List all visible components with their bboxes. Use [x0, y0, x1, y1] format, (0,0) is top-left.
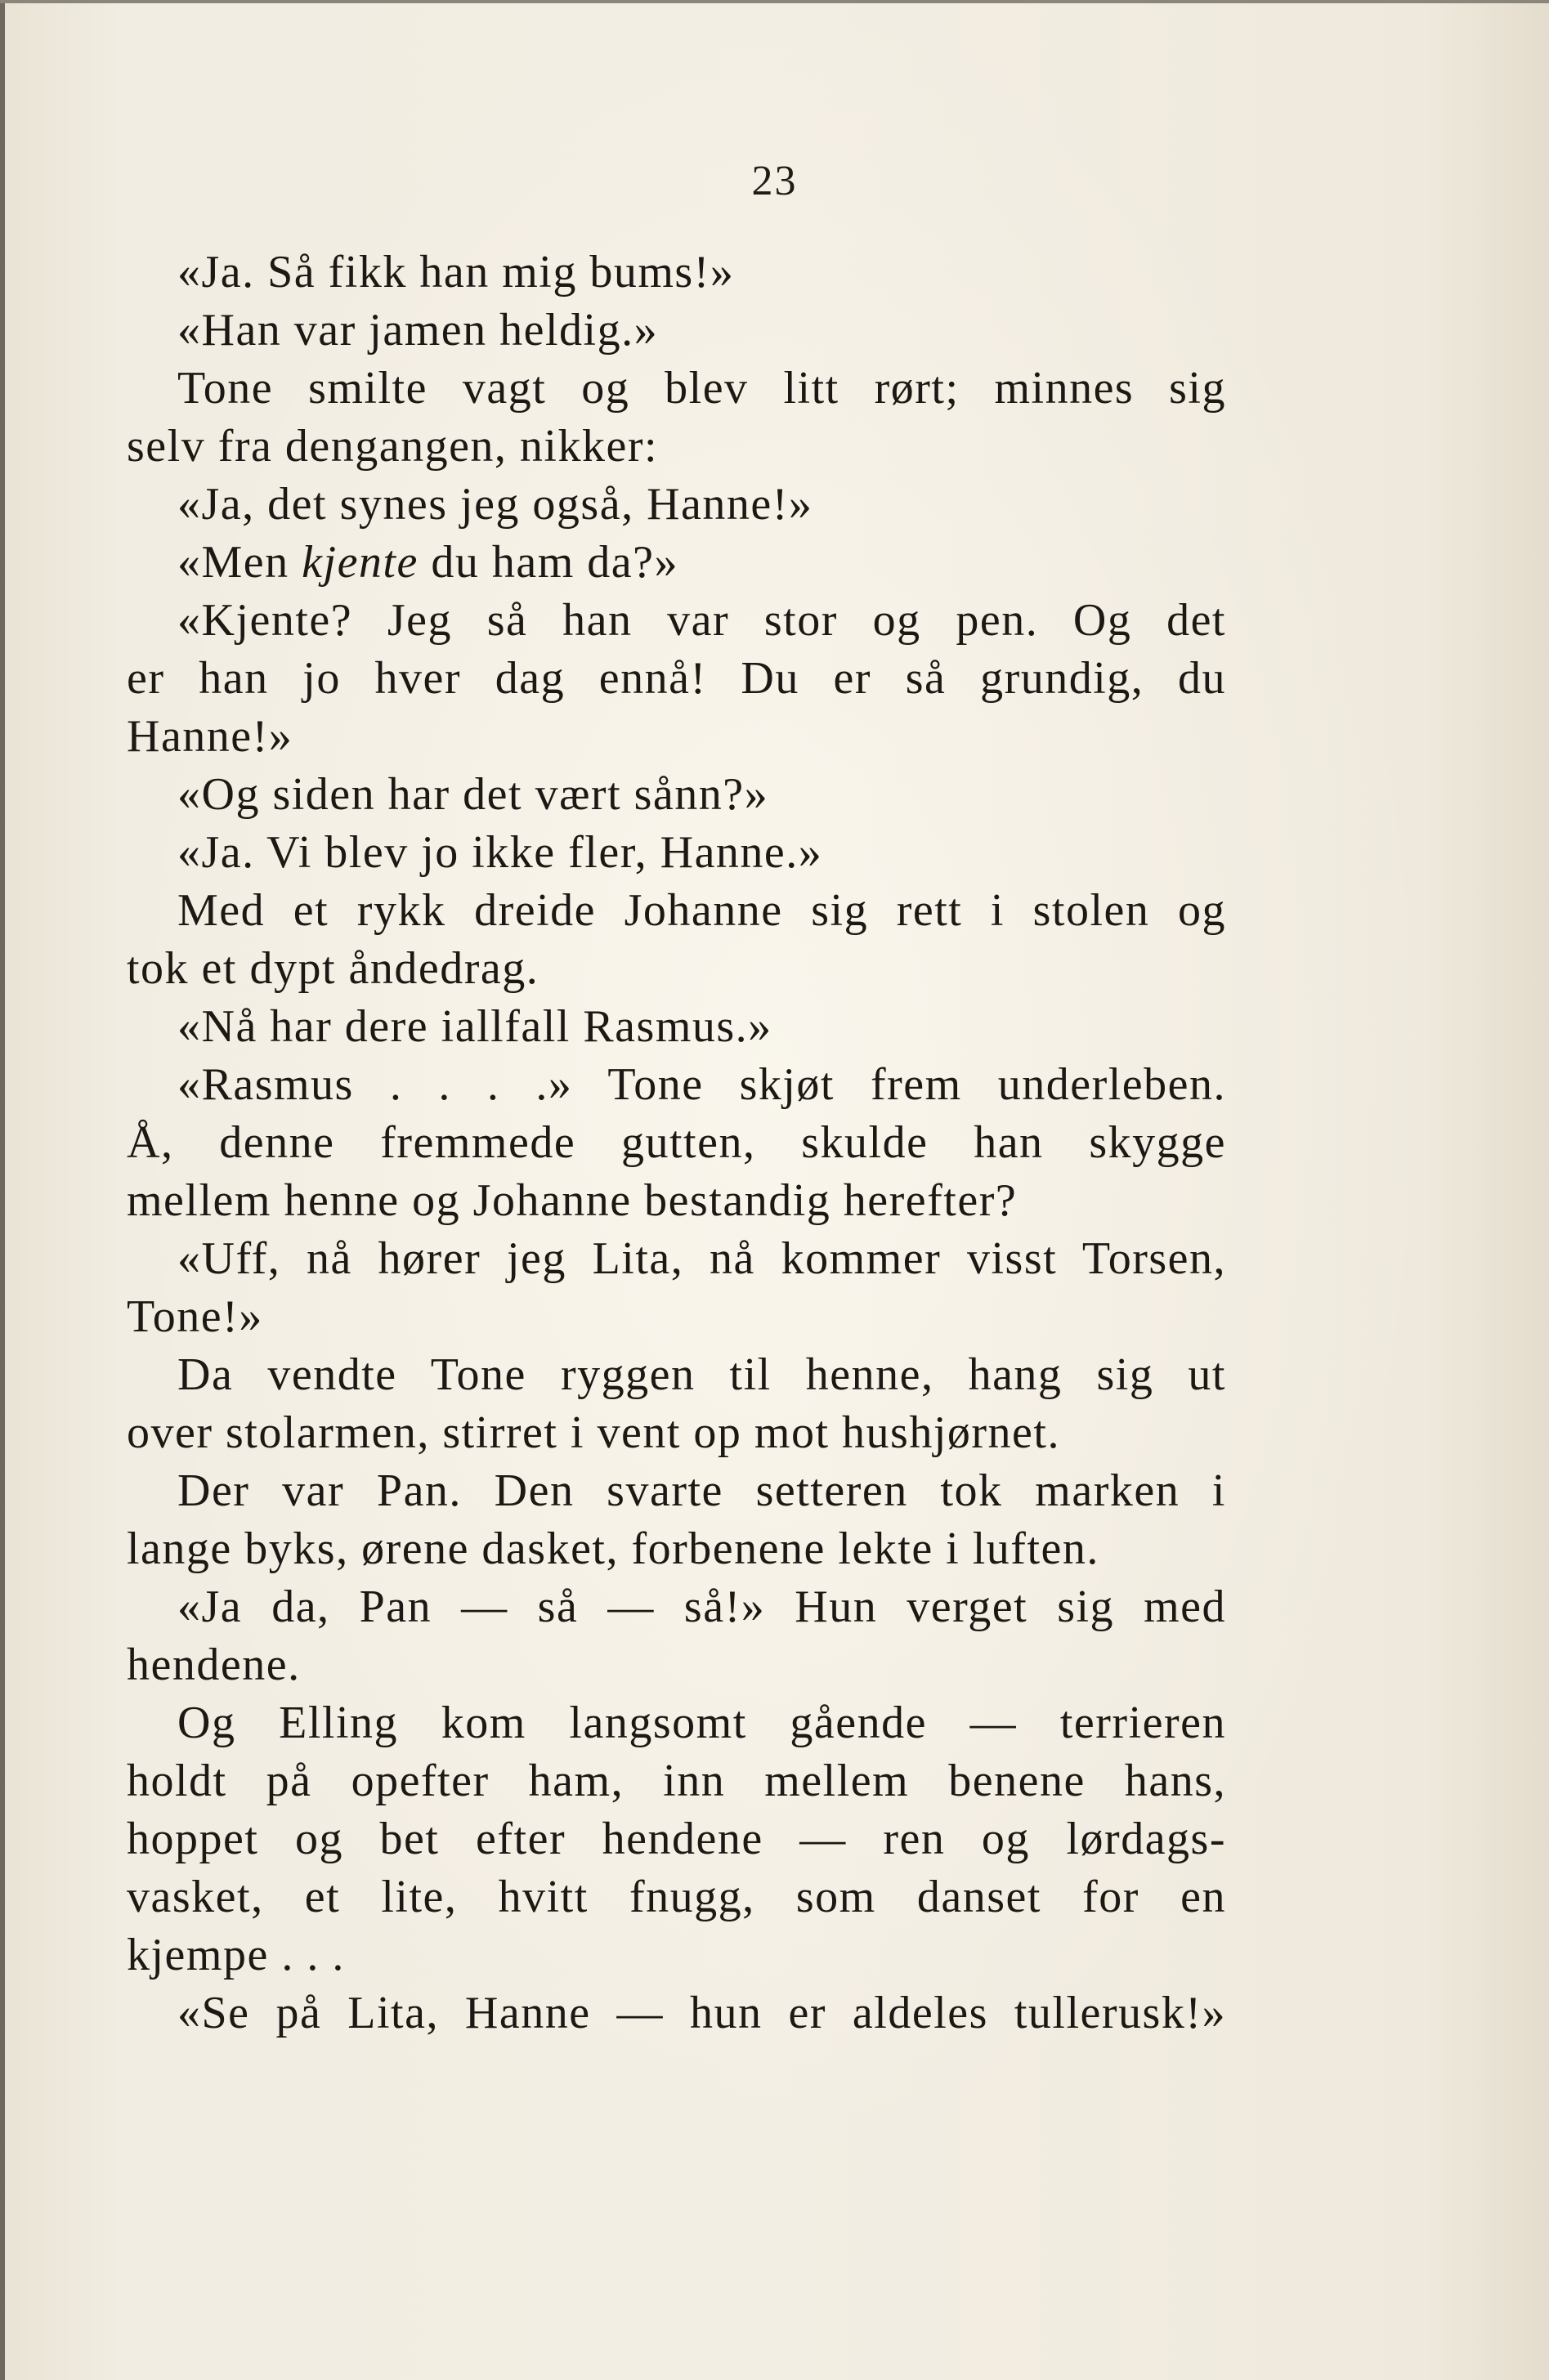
- text-line: «Ja. Vi blev jo ikke fler, Hanne.»: [177, 827, 823, 878]
- text-line: «Se på Lita, Hanne — hun er aldeles tullerusk!»: [177, 1988, 1226, 2038]
- page-edge-shadow-top: [0, 0, 1549, 3]
- text-line: hendene.: [127, 1640, 301, 1690]
- text-line: Hanne!»: [127, 711, 293, 762]
- text-line: «Ja da, Pan — så — så!» Hun verget sig med: [177, 1581, 1226, 1632]
- text-line: vasket, et lite, hvitt fnugg, som danset for en: [127, 1872, 1226, 1922]
- page-edge-shadow-left: [0, 0, 5, 2380]
- text-line: er han jo hver dag ennå! Du er så grundig, du: [127, 653, 1226, 704]
- text-line: kjempe . . .: [127, 1930, 345, 1980]
- text-line: Og Elling kom langsomt gående — terrieren: [177, 1698, 1226, 1748]
- text-line: Med et rykk dreide Johanne sig rett i stolen og: [177, 885, 1226, 936]
- text-line: mellem henne og Johanne bestandig herefter?: [127, 1175, 1018, 1226]
- text-line: «Uff, nå hører jeg Lita, nå kommer visst Torsen,: [177, 1233, 1226, 1284]
- text-segment: du ham da?»: [418, 537, 678, 588]
- text-line: Der var Pan. Den svarte setteren tok marken i: [177, 1465, 1226, 1516]
- text-line: selv fra dengangen, nikker:: [127, 421, 659, 472]
- text-line: «Nå har dere iallfall Rasmus.»: [177, 1001, 772, 1052]
- text-line: «Og siden har det vært sånn?»: [177, 769, 769, 820]
- emphasized-word: kjente: [302, 537, 419, 588]
- text-line: «Ja. Så fikk han mig bums!»: [177, 247, 735, 298]
- text-line: over stolarmen, stirret i vent op mot hushjørnet.: [127, 1407, 1060, 1458]
- text-line: lange byks, ørene dasket, forbenene lekte i luften.: [127, 1523, 1099, 1574]
- text-line: «Kjente? Jeg så han var stor og pen. Og det: [177, 595, 1226, 646]
- text-line: «Rasmus . . . .» Tone skjøt frem underleben.: [177, 1059, 1226, 1110]
- text-line: tok et dypt åndedrag.: [127, 943, 539, 994]
- text-line: hoppet og bet efter hendene — ren og lørdags-: [127, 1814, 1226, 1864]
- body-text: [127, 244, 1226, 2042]
- text-line: [127, 534, 1226, 592]
- text-line: Tone smilte vagt og blev litt rørt; minnes sig: [177, 363, 1226, 414]
- text-line: «Ja, det synes jeg også, Hanne!»: [177, 479, 813, 530]
- text-line: «Han var jamen heldig.»: [177, 305, 659, 356]
- text-line: Å, denne fremmede gutten, skulde han skygge: [127, 1117, 1226, 1168]
- text-line: Da vendte Tone ryggen til henne, hang sig ut: [177, 1349, 1226, 1400]
- text-line: holdt på opefter ham, inn mellem benene hans,: [127, 1756, 1226, 1806]
- text-segment: «Men: [177, 537, 302, 588]
- page-number: 23: [751, 158, 798, 204]
- text-line: Tone!»: [127, 1291, 263, 1342]
